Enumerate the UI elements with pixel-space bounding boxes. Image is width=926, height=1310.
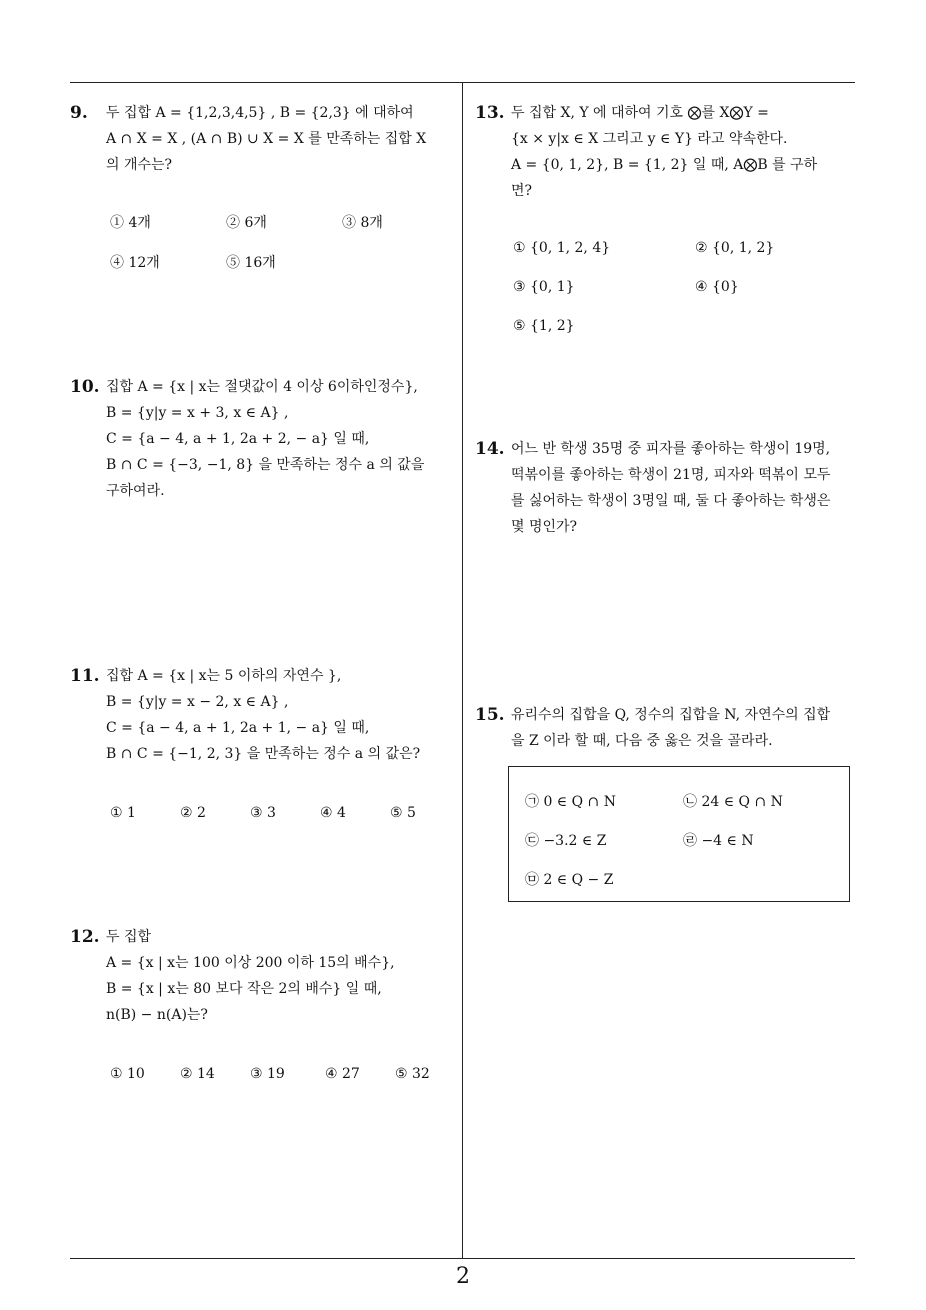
bottom-rule	[70, 1258, 855, 1259]
question-number: 14.	[475, 439, 505, 459]
option-1[interactable]: ① 4개	[110, 215, 151, 231]
option-1[interactable]: ① {0, 1, 2, 4}	[513, 240, 611, 256]
question-14	[475, 436, 865, 540]
question-text-line: 두 집합 A = {1,2,3,4,5} , B = {2,3} 에 대하여	[106, 105, 414, 121]
question-10	[70, 374, 460, 504]
question-text-line: 두 집합 X, Y 에 대하여 기호 ⨂를 X⨂Y =	[511, 105, 769, 121]
question-number: 15.	[475, 705, 505, 725]
question-number: 10.	[70, 377, 100, 397]
option-1[interactable]: ① 10	[110, 1066, 145, 1082]
option-3[interactable]: ③ 3	[250, 805, 276, 821]
question-text-line: 떡볶이를 좋아하는 학생이 21명, 피자와 떡볶이 모두	[511, 467, 831, 483]
question-12	[70, 924, 460, 1082]
statement-item: ㉡ 24 ∈ Q ∩ N	[683, 794, 783, 810]
statement-box	[508, 766, 850, 902]
question-number: 11.	[70, 666, 100, 686]
question-11	[70, 663, 460, 821]
question-text-line: A = {x | x는 100 이상 200 이하 15의 배수},	[106, 955, 395, 971]
option-2[interactable]: ② {0, 1, 2}	[695, 240, 775, 256]
question-text-line: C = {a − 4, a + 1, 2a + 2, − a} 일 때,	[106, 431, 370, 447]
question-text-line: B ∩ C = {−1, 2, 3} 을 만족하는 정수 a 의 값은?	[106, 746, 421, 762]
option-2[interactable]: ② 14	[180, 1066, 215, 1082]
option-4[interactable]: ④ 4	[320, 805, 346, 821]
question-text-line: B = {x | x는 80 보다 작은 2의 배수} 일 때,	[106, 981, 382, 997]
statement-item: ㉤ 2 ∈ Q − Z	[525, 872, 614, 888]
option-5[interactable]: ⑤ 5	[390, 805, 416, 821]
question-text-line: 구하여라.	[106, 483, 165, 499]
question-text-line: 두 집합	[106, 929, 152, 945]
question-text-line: 집합 A = {x | x는 절댓값이 4 이상 6이하인정수},	[106, 379, 418, 395]
question-text-line: A = {0, 1, 2}, B = {1, 2} 일 때, A⨂B 를 구하	[511, 157, 818, 173]
question-13	[475, 100, 865, 334]
question-text-line: B = {y|y = x − 2, x ∈ A} ,	[106, 694, 289, 710]
question-text-line: C = {a − 4, a + 1, 2a + 1, − a} 일 때,	[106, 720, 370, 736]
option-4[interactable]: ④ {0}	[695, 279, 739, 295]
option-3[interactable]: ③ 19	[250, 1066, 285, 1082]
statement-item: ㉠ 0 ∈ Q ∩ N	[525, 794, 616, 810]
question-text-line: 면?	[511, 183, 533, 199]
question-9	[70, 100, 460, 271]
question-text-line: B = {y|y = x + 3, x ∈ A} ,	[106, 405, 289, 421]
question-text-line: 을 Z 이라 할 때, 다음 중 옳은 것을 골라라.	[511, 733, 773, 749]
option-5[interactable]: ⑤ 32	[395, 1066, 430, 1082]
answer-options	[513, 235, 863, 345]
option-3[interactable]: ③ {0, 1}	[513, 279, 575, 295]
question-text-line: 어느 반 학생 35명 중 피자를 좋아하는 학생이 19명,	[511, 441, 831, 457]
statement-item: ㉣ −4 ∈ N	[683, 833, 754, 849]
option-2[interactable]: ② 2	[180, 805, 206, 821]
question-text-line: {x × y|x ∈ X 그리고 y ∈ Y} 라고 약속한다.	[511, 131, 788, 147]
question-text-line: B ∩ C = {−3, −1, 8} 을 만족하는 정수 a 의 값을	[106, 457, 425, 473]
question-text-line: n(B) − n(A)는?	[106, 1007, 208, 1023]
question-number: 9.	[70, 103, 88, 123]
question-text-line: 의 개수는?	[106, 157, 173, 173]
option-1[interactable]: ① 1	[110, 805, 136, 821]
option-4[interactable]: ④ 12개	[110, 255, 160, 271]
option-5[interactable]: ⑤ 16개	[226, 255, 276, 271]
option-5[interactable]: ⑤ {1, 2}	[513, 318, 575, 334]
question-text-line: 집합 A = {x | x는 5 이하의 자연수 },	[106, 668, 342, 684]
option-2[interactable]: ② 6개	[226, 215, 267, 231]
option-3[interactable]: ③ 8개	[342, 215, 383, 231]
question-text-line: 를 싫어하는 학생이 3명일 때, 둘 다 좋아하는 학생은	[511, 493, 831, 509]
question-number: 12.	[70, 927, 100, 947]
question-text-line: 몇 명인가?	[511, 519, 578, 535]
answer-options	[110, 210, 470, 280]
answer-options	[110, 1061, 460, 1091]
answer-options	[110, 800, 460, 830]
page-number: 2	[456, 1264, 470, 1289]
question-text-line: 유리수의 집합을 Q, 정수의 집합을 N, 자연수의 집합	[511, 707, 831, 723]
option-4[interactable]: ④ 27	[325, 1066, 360, 1082]
question-text-line: A ∩ X = X , (A ∩ B) ∪ X = X 를 만족하는 집합 X	[106, 131, 427, 147]
question-number: 13.	[475, 103, 505, 123]
statement-item: ㉢ −3.2 ∈ Z	[525, 833, 607, 849]
question-15	[475, 702, 865, 754]
